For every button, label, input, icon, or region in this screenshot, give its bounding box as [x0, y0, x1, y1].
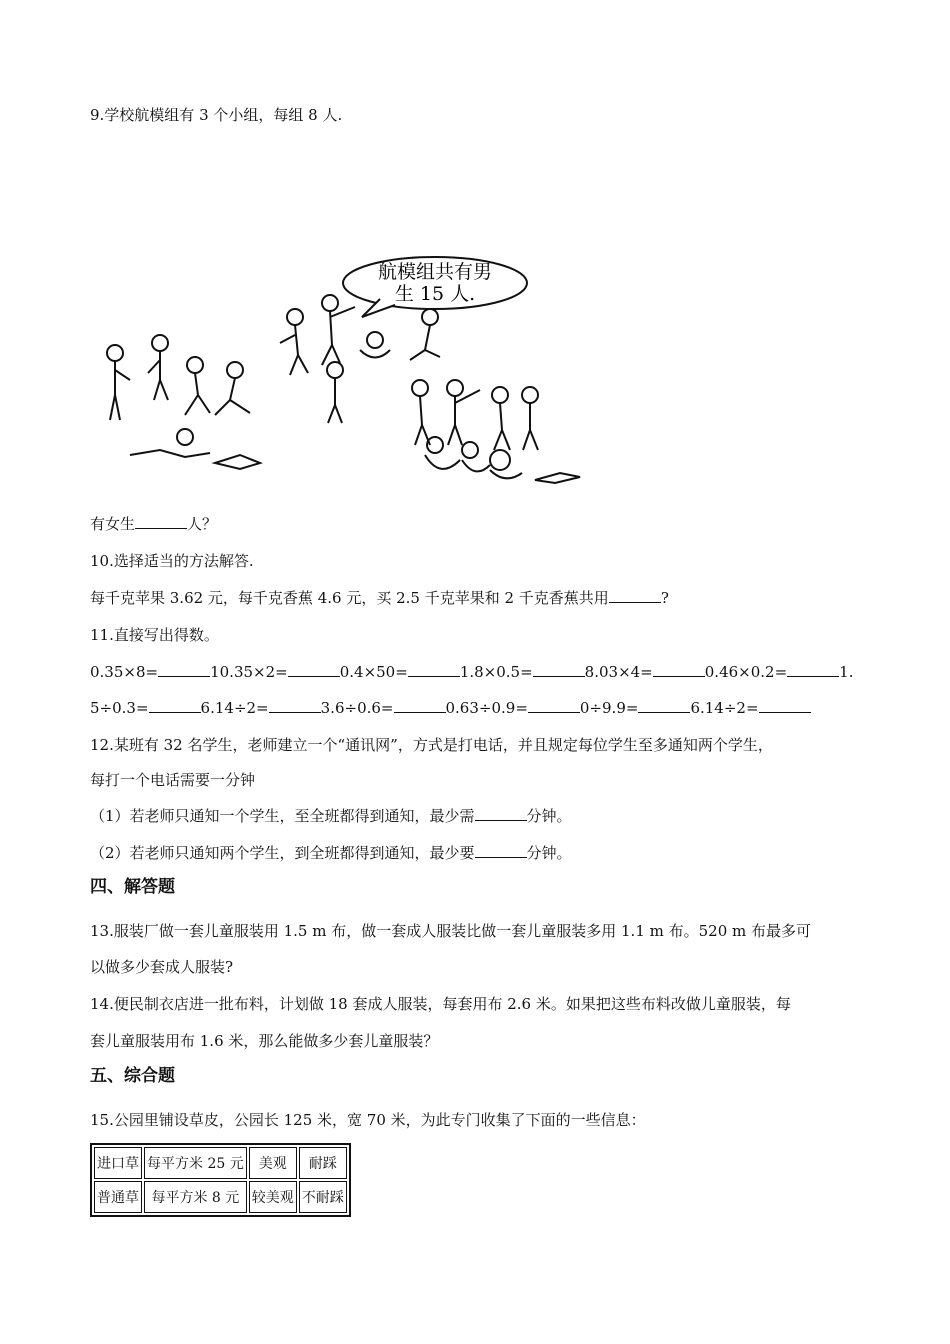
answer-blank[interactable] — [394, 698, 446, 713]
answer-blank[interactable] — [269, 698, 321, 713]
q15-stem: 15.公园里铺设草皮，公园长 125 米，宽 70 米，为此专门收集了下面的一些信息： — [90, 1111, 646, 1129]
table-cell: 进口草 — [94, 1147, 142, 1179]
q11-expr: 6.14÷2= — [690, 699, 759, 717]
answer-blank[interactable] — [408, 662, 460, 677]
answer-blank[interactable] — [638, 698, 690, 713]
section-5-heading: 五、综合题 — [90, 1066, 175, 1086]
q11-title: 11.直接写出得数。 — [90, 626, 219, 644]
speech-line-2: 生 15 人. — [394, 283, 476, 305]
answer-blank[interactable] — [759, 698, 811, 713]
q11-expr: 0.63÷0.9= — [445, 699, 528, 717]
table-row — [94, 1181, 347, 1213]
q11-expr: 0.46×0.2= — [704, 663, 788, 681]
q9-question-prefix: 有女生 — [90, 515, 136, 533]
answer-blank[interactable] — [135, 514, 187, 529]
q12-line-2: 每打一个电话需要一分钟 — [90, 771, 256, 789]
table-cell: 耐踩 — [299, 1147, 347, 1179]
q11-expr: 6.14÷2= — [200, 699, 269, 717]
q10-body-prefix: 每千克苹果 3.62 元，每千克香蕉 4.6 元，买 2.5 千克苹果和 2 千克香蕉共用 — [90, 589, 609, 607]
q14-line-1: 14.便民制衣店进一批布料，计划做 18 套成人服装，每套用布 2.6 米。如果把这些布料改做儿童服装，每 — [90, 995, 791, 1013]
section-4-heading: 四、解答题 — [90, 877, 175, 897]
q11-expr: 3.6÷0.6= — [320, 699, 394, 717]
grass-info-table — [90, 1143, 351, 1217]
speech-line-1: 航模组共有男 — [377, 261, 493, 283]
q13-line-2: 以做多少套成人服装? — [90, 958, 234, 976]
q14-line-2: 套儿童服装用布 1.6 米，那么能做多少套儿童服装？ — [90, 1032, 439, 1050]
speech-bubble — [343, 257, 527, 317]
q9-stem: 9.学校航模组有 3 个小组，每组 8 人. — [90, 106, 343, 124]
answer-blank[interactable] — [158, 662, 210, 677]
table-cell: 较美观 — [249, 1181, 297, 1213]
answer-blank[interactable] — [475, 806, 527, 821]
q11-expr: 0.4×50= — [339, 663, 408, 681]
q12-line-1: 12.某班有 32 名学生，老师建立一个“通讯网”，方式是打电话，并且规定每位学生至多通知两个学生， — [90, 736, 773, 754]
table-cell: 不耐踩 — [299, 1181, 347, 1213]
q11-expr: 1. — [839, 663, 854, 681]
q10-body-suffix: ? — [660, 589, 669, 607]
answer-blank[interactable] — [149, 698, 201, 713]
table-cell: 每平方米 25 元 — [144, 1147, 247, 1179]
table-row — [94, 1147, 347, 1179]
q12-part-1 — [90, 805, 572, 827]
q11-expr: 1.8×0.5= — [459, 663, 533, 681]
answer-blank[interactable] — [653, 662, 705, 677]
q12-part-1-suffix: 分钟。 — [526, 807, 572, 825]
table-cell: 美观 — [249, 1147, 297, 1179]
q11-row-2 — [90, 697, 811, 719]
answer-blank[interactable] — [475, 843, 527, 858]
q9-question-suffix: 人？ — [187, 515, 218, 533]
q12-part-2-prefix: （2）若老师只通知两个学生，到全班都得到通知，最少要 — [90, 844, 475, 862]
answer-blank[interactable] — [528, 698, 580, 713]
children-model-plane-illustration — [90, 255, 590, 505]
q12-part-2 — [90, 842, 572, 864]
q11-expr: 10.35×2= — [210, 663, 288, 681]
q12-part-1-prefix: （1）若老师只通知一个学生，至全班都得到通知，最少需 — [90, 807, 475, 825]
q13-line-1: 13.服装厂做一套儿童服装用 1.5 m 布，做一套成人服装比做一套儿童服装多用 1.1 m 布。520 m 布最多可 — [90, 922, 812, 940]
table-cell: 每平方米 8 元 — [144, 1181, 247, 1213]
q11-expr: 8.03×4= — [584, 663, 653, 681]
answer-blank[interactable] — [609, 588, 661, 603]
q10-title: 10.选择适当的方法解答. — [90, 552, 254, 570]
q9-question — [90, 513, 217, 535]
q12-part-2-suffix: 分钟。 — [526, 844, 572, 862]
answer-blank[interactable] — [288, 662, 340, 677]
answer-blank[interactable] — [787, 662, 839, 677]
children-figures — [107, 295, 580, 483]
q11-row-1 — [90, 661, 853, 683]
q10-body — [90, 587, 669, 609]
q11-expr: 0.35×8= — [90, 663, 159, 681]
q11-expr: 5÷0.3= — [90, 699, 149, 717]
table-cell: 普通草 — [94, 1181, 142, 1213]
answer-blank[interactable] — [533, 662, 585, 677]
q11-expr: 0÷9.9= — [579, 699, 639, 717]
